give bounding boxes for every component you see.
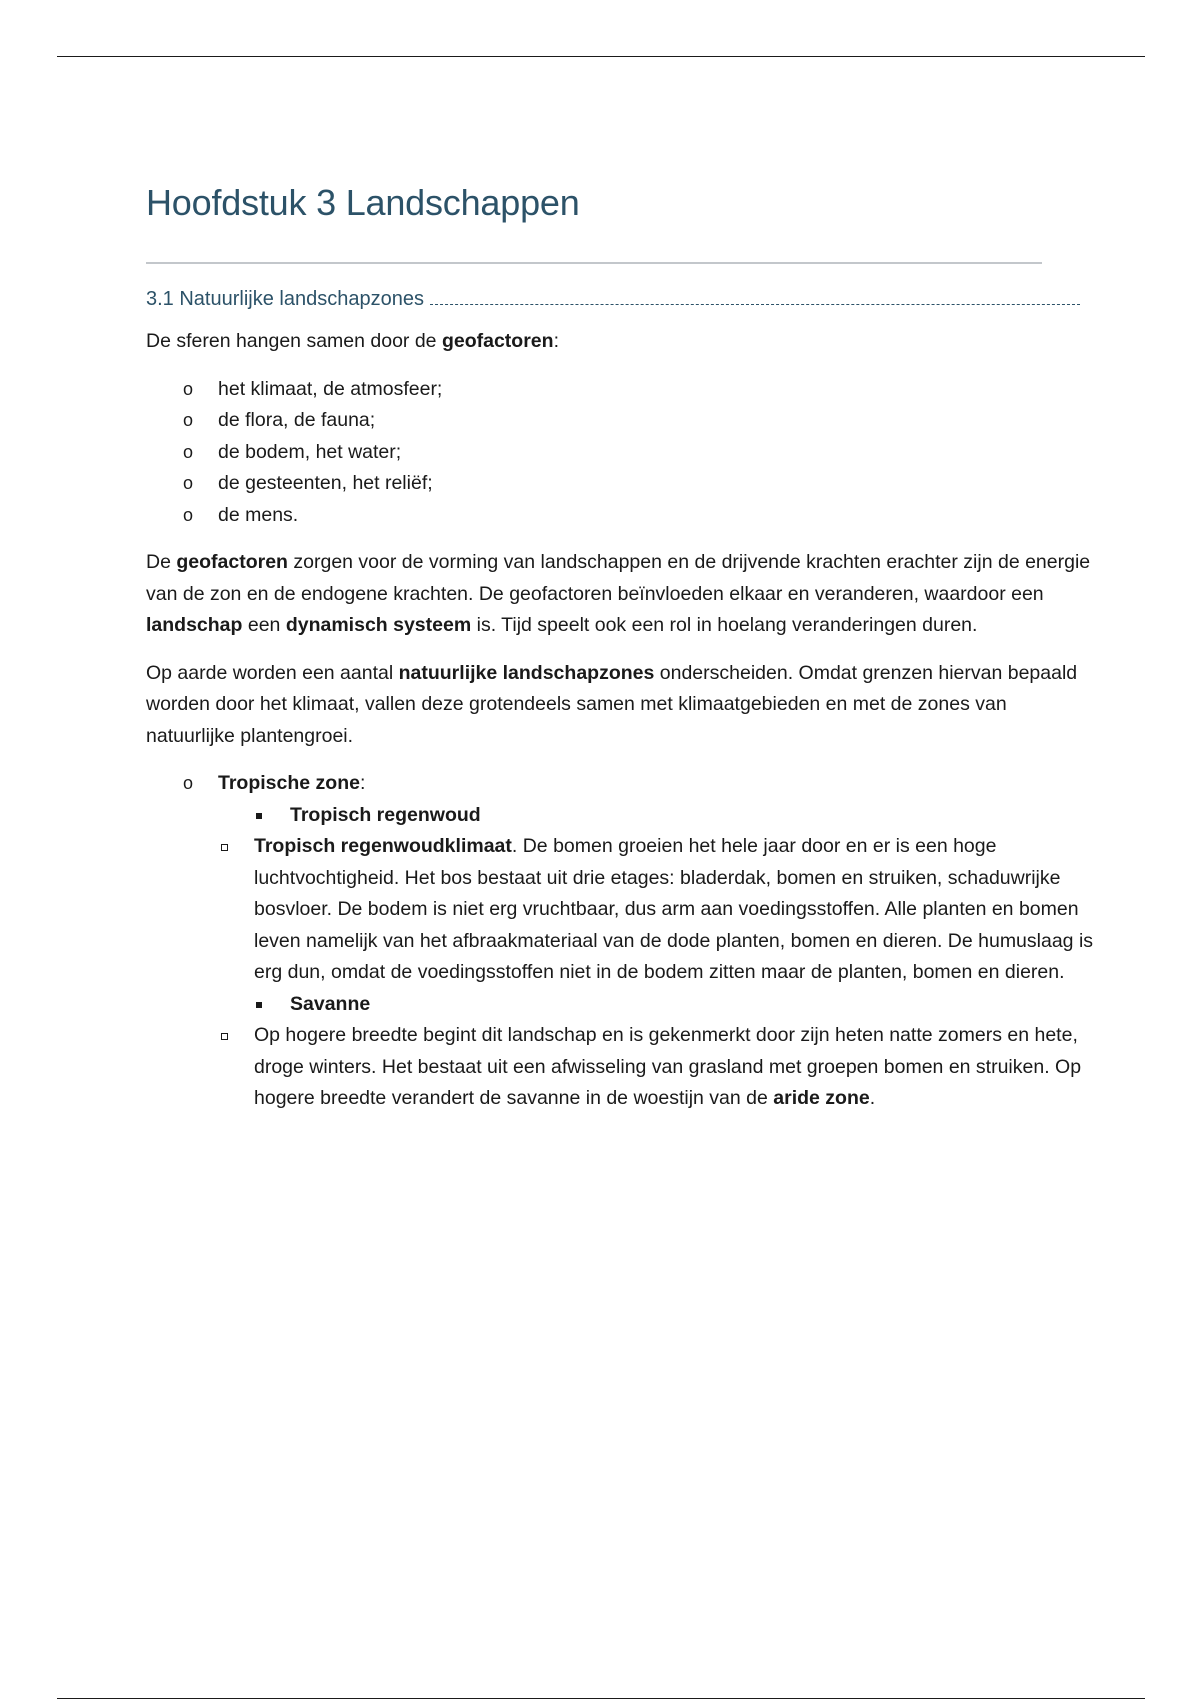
list-item: o het klimaat, de atmosfeer;: [146, 374, 1096, 406]
subzone-description: [146, 1020, 1096, 1115]
top-border-line: [57, 56, 1145, 57]
zone-item: [146, 768, 1096, 800]
document-body: [146, 326, 1096, 1115]
intro-text: De sferen hangen samen door de: [146, 330, 442, 352]
intro-paragraph: [146, 326, 1096, 358]
text-run: een: [242, 614, 286, 636]
list-item: o de flora, de fauna;: [146, 405, 1096, 437]
zone-name: Tropische zone: [218, 772, 360, 794]
geofactor-paragraph: [146, 547, 1096, 642]
list-item: o de mens.: [146, 500, 1096, 532]
section-heading: [146, 288, 1080, 311]
text-run: is. Tijd speelt ook een rol in hoelang veranderingen duren.: [471, 614, 978, 636]
intro-colon: :: [553, 330, 559, 352]
text-run: Op hogere breedte begint dit landschap en is gekenmerkt door zijn heten natte zomers en hete, droge winters. Het bestaat uit een afwisseling van grasland met groepen bomen en struiken. Op hogere breedte verandert de savanne in de woestijn van de: [254, 1024, 1082, 1109]
page-title: Hoofdstuk 3 Landschappen: [146, 182, 580, 223]
section-heading-text: 3.1 Natuurlijke landschapzones: [146, 288, 424, 310]
subzone-heading: Tropisch regenwoud: [146, 800, 1096, 832]
landscape-zones-paragraph: [146, 658, 1096, 753]
title-underline: [146, 262, 1042, 264]
subzone-description: [146, 831, 1096, 989]
bold-term: landschap: [146, 614, 243, 636]
bold-term: geofactoren: [176, 551, 288, 573]
list-item: o de bodem, het water;: [146, 437, 1096, 469]
text-run: zorgen voor de vorming van landschappen en de drijvende krachten erachter zijn de energie van de zon en de endogene krachten. De geofactoren beïnvloeden elkaar en veranderen, waardoor een: [146, 551, 1091, 605]
text-run: Op aarde worden een aantal: [146, 661, 399, 684]
heading-dashed-leader: [430, 304, 1080, 305]
text-run: onderscheiden. Omdat grenzen hiervan bepaald worden door het klimaat, vallen deze grotendeels samen met klimaatgebieden en met de zones van natuurlijke plantengroei.: [146, 661, 1078, 747]
text-run: . De bomen groeien het hele jaar door en er is een hoge luchtvochtigheid. Het bos bestaat uit drie etages: bladerdak, bomen en struiken, schaduwrijke bosvloer. De bodem is niet erg vruchtbaar, dus arm aan voedingsstoffen. Alle planten en bomen leven namelijk van het afbraakmateriaal van de dode planten, bomen en dieren. De humuslaag is erg dun, omdat de voedingsstoffen niet in de bodem zitten maar de planten, bomen en dieren.: [254, 835, 1094, 983]
bold-term: Tropisch regenwoudklimaat: [254, 835, 512, 857]
bold-term: aride zone: [773, 1087, 870, 1109]
bold-term: natuurlijke landschapzones: [398, 661, 655, 684]
text-run: De: [146, 551, 177, 573]
bold-term: dynamisch systeem: [285, 614, 472, 636]
text-run: .: [869, 1087, 876, 1109]
bottom-border-line: [57, 1698, 1145, 1699]
zone-list: [146, 768, 1096, 800]
zone-colon: :: [359, 772, 366, 794]
intro-bold-term: geofactoren: [441, 330, 554, 352]
list-item: o de gesteenten, het reliëf;: [146, 468, 1096, 500]
subzone-heading: Savanne: [146, 989, 1096, 1021]
geofactor-list: [146, 374, 1096, 532]
